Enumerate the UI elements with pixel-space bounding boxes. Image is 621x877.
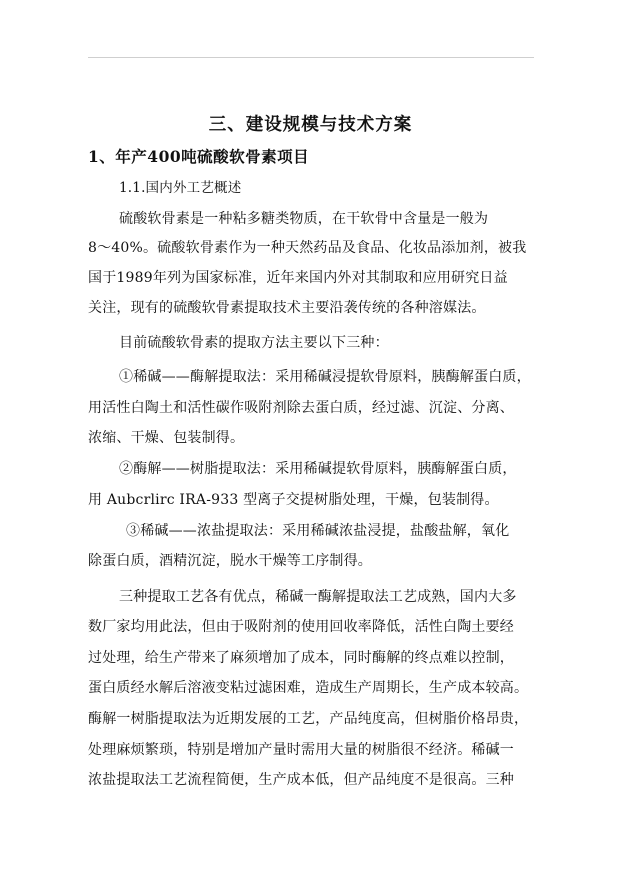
paragraph-line: 浓缩、干燥、包装制得。 [88,430,245,446]
paragraph-line: 用活性白陶土和活性碳作吸附剂除去蛋白质，经过滤、沉淀、分离、 [88,400,514,416]
paragraph-line: 国于1989年列为国家标准，近年来国内外对其制取和应用研究日益 [88,270,508,286]
header-rule [88,57,534,58]
paragraph-line: 关注，现有的硫酸软骨素提取技术主要沿袭传统的各种溶媒法。 [88,300,486,316]
paragraph-line: ③稀碱——浓盐提取法：采用稀碱浓盐浸提，盐酸盐解，氧化 [126,523,510,539]
paragraph-line: 数厂家均用此法，但由于吸附剂的使用回收率降低，活性白陶土要经 [88,619,514,635]
paragraph-line: 蛋白质经水解后溶液变粘过滤困难，造成生产周期长，生产成本较高。 [88,680,529,696]
subsection-heading: 1.1.国内外工艺概述 [119,180,242,196]
paragraph-line: 酶解一树脂提取法为近期发展的工艺，产品纯度高，但树脂价格昂贵， [88,711,529,727]
paragraph-line: 8～40%。硫酸软骨素作为一种天然药品及食品、化妆品添加剂，被我 [88,240,527,256]
paragraph-line: 三种提取工艺各有优点，稀碱一酶解提取法工艺成熟，国内大多 [119,589,517,605]
paragraph-line: ②酶解——树脂提取法：采用稀碱提软骨原料，胰酶解蛋白质， [119,461,517,477]
section-title: 1、年产400吨硫酸软骨素项目 [88,147,310,166]
paragraph-line: 过处理，给生产带来了麻须增加了成本，同时酶解的终点难以控制， [88,650,514,666]
paragraph-line: 除蛋白质，酒精沉淀，脱水干燥等工序制得。 [88,553,372,569]
chapter-title: 三、建设规模与技术方案 [208,115,413,135]
paragraph-line: 用 Aubcrlirc IRA-933 型离子交提树脂处理，干燥，包装制得。 [88,492,499,508]
paragraph-line: 浓盐提取法工艺流程简便，生产成本低，但产品纯度不是很高。三种 [88,772,514,788]
paragraph-line: 目前硫酸软骨素的提取方法主要以下三种： [119,335,389,351]
paragraph-line: ①稀碱——酶解提取法：采用稀碱浸提软骨原料，胰酶解蛋白质， [119,369,531,385]
paragraph-line: 硫酸软骨素是一种粘多糖类物质，在干软骨中含量是一般为 [119,211,489,227]
paragraph-line: 处理麻烦繁琐，特别是增加产量时需用大量的树脂很不经济。稀碱一 [88,742,514,758]
